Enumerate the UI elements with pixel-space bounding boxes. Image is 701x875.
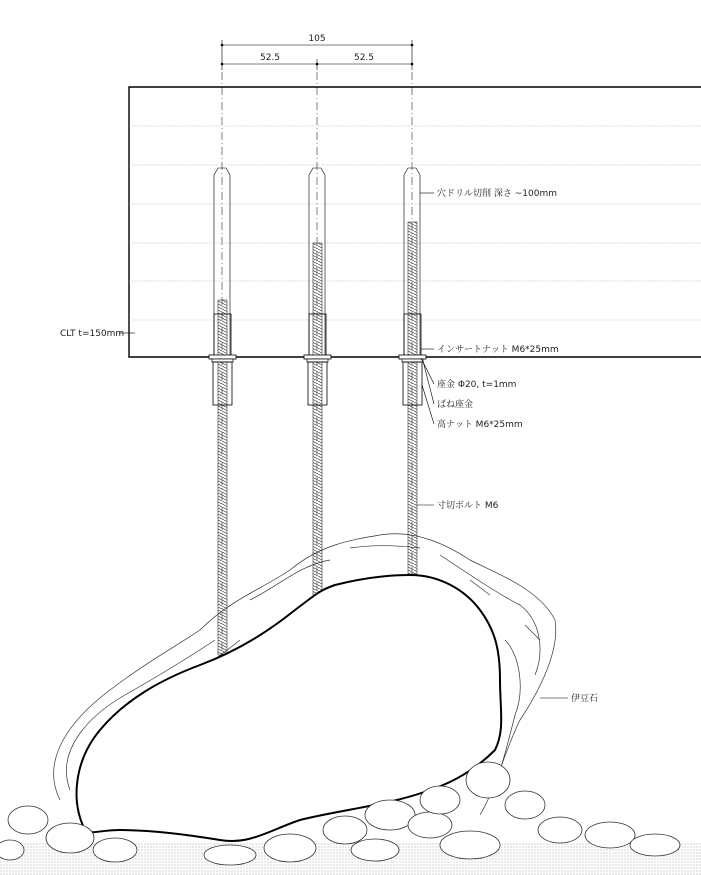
insert-nut-label: インサートナット M6*25mm (437, 345, 559, 355)
high-nut-label: 高ナット M6*25mm (437, 420, 523, 430)
spring-washer-label: ばね座金 (437, 400, 474, 410)
dimension-left-label: 52.5 (259, 53, 281, 63)
stone-label: 伊豆石 (571, 694, 599, 704)
dimension-right-label: 52.5 (353, 53, 375, 63)
washer-label: 座金 Φ20, t=1mm (437, 380, 517, 390)
drill-hole-label: 穴ドリル切削 深さ ~100mm (437, 189, 557, 199)
dimension-total-label: 105 (308, 34, 326, 44)
clt-label: CLT t=150mm (60, 329, 125, 339)
dimension-group (221, 34, 414, 70)
stud-bolt-label: 寸切ボルト M6 (437, 501, 499, 511)
